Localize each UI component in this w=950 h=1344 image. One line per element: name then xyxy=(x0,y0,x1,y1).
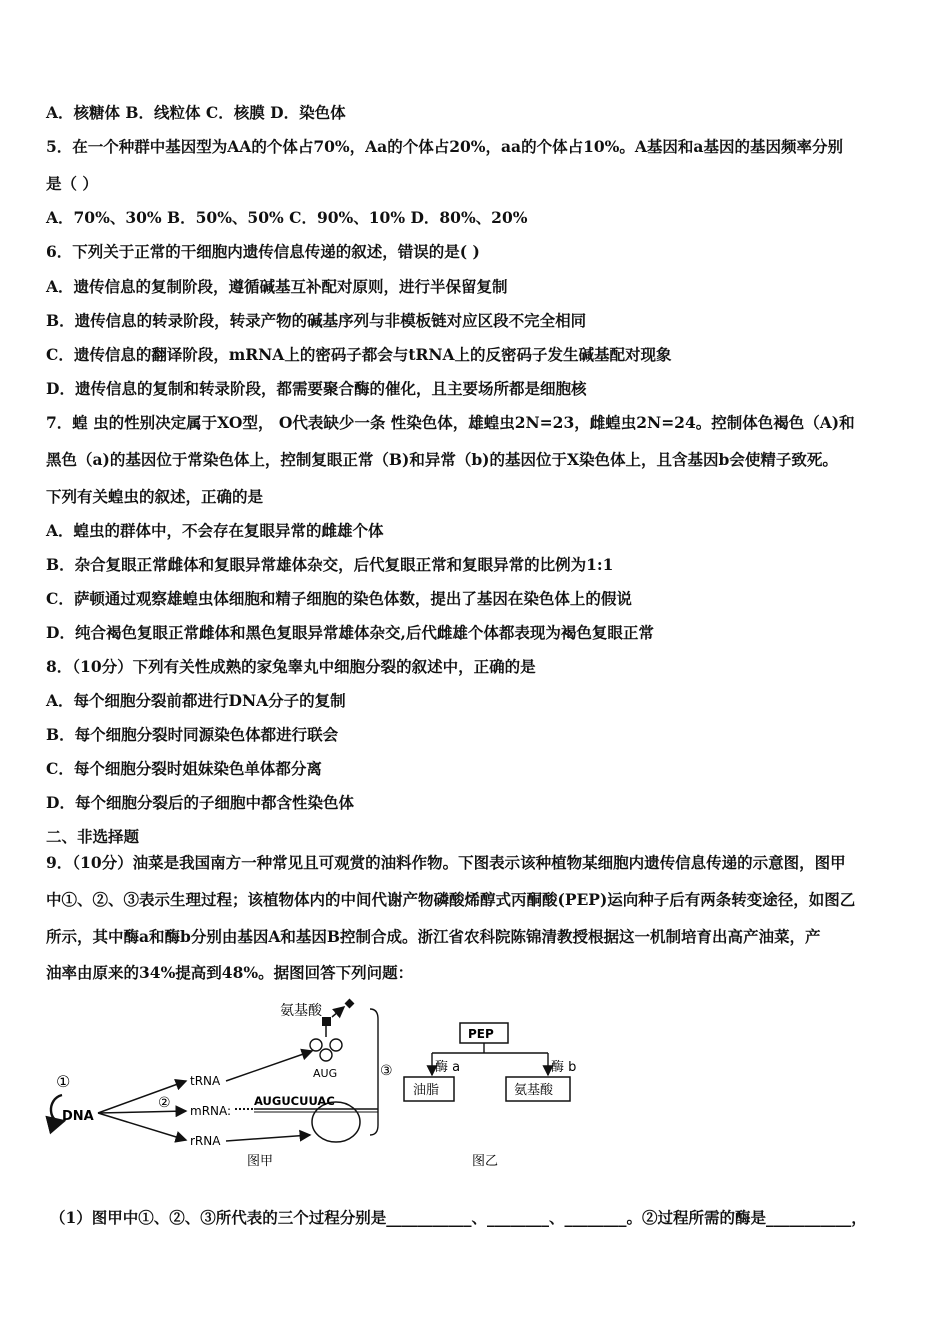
arrow-to-mrna xyxy=(98,1111,186,1113)
line-18: A．每个细胞分裂前都进行DNA分子的复制 xyxy=(46,691,346,710)
line-17: 8．（10分）下列有关性成熟的家兔睾丸中细胞分裂的叙述中，正确的是 xyxy=(46,657,536,676)
trna-structure xyxy=(310,1017,342,1061)
line-4: A．70%、30% B．50%、50% C．90%、10% D．80%、20% xyxy=(46,208,528,227)
line-23: 9．（10分）油菜是我国南方一种常见且可观赏的油料作物。下图表示该种植物某细胞内遗传信息传递的示意图，图甲 xyxy=(46,853,846,872)
enzyme-a-label: 酶 a xyxy=(435,1060,461,1075)
ribosome xyxy=(312,1102,360,1142)
line-7: B．遗传信息的转录阶段，转录产物的碱基序列与非模板链对应区段不完全相同 xyxy=(46,311,587,330)
process-2-label: ② xyxy=(158,1095,171,1111)
trna-label: tRNA xyxy=(190,1074,221,1088)
line-21: D．每个细胞分裂后的子细胞中都含性染色体 xyxy=(46,793,354,812)
line-10: 7．蝗 虫的性别决定属于XO型， O代表缺少一条 性染色体，雄蝗虫2N=23，雌蝗虫2N=24。控制体色褐色（A)和 xyxy=(46,413,855,432)
line-9: D．遗传信息的复制和转录阶段，都需要聚合酶的催化，且主要场所都是细胞核 xyxy=(46,379,587,398)
line-13: A．蝗虫的群体中，不会存在复眼异常的雌雄个体 xyxy=(46,521,384,540)
line-5: 6．下列关于正常的干细胞内遗传信息传递的叙述，错误的是( ) xyxy=(46,242,480,261)
mrna-label: mRNA: xyxy=(190,1104,232,1118)
process-3-label: ③ xyxy=(380,1063,393,1079)
arrow-to-rrna xyxy=(98,1113,186,1140)
amino-acid-label: 氨基酸 xyxy=(280,1003,322,1019)
amino-acid-diamond xyxy=(345,999,355,1009)
figure-jia xyxy=(51,999,393,1169)
arrow-rrna-ribosome xyxy=(226,1135,310,1141)
figure-yi-caption: 图乙 xyxy=(472,1154,499,1169)
line-6: A．遗传信息的复制阶段，遵循碱基互补配对原则，进行半保留复制 xyxy=(46,277,508,296)
line-27: （1）图甲中①、②、③所代表的三个过程分别是___________、________、________。②过程所需的酶是___________， xyxy=(50,1208,867,1227)
line-8: C．遗传信息的翻译阶段，mRNA上的密码子都会与tRNA上的反密码子发生碱基配对现象 xyxy=(46,345,672,364)
line-22: 二、非选择题 xyxy=(46,827,140,846)
aa-link xyxy=(332,1007,344,1017)
line-24: 中①、②、③表示生理过程；该植物体内的中间代谢产物磷酸烯醇式丙酮酸(PEP)运向种子后有两条转变途径，如图乙 xyxy=(46,890,856,909)
line-2: 5．在一个种群中基因型为AA的个体占70%，Aa的个体占20%，aa的个体占10%。A基因和a基因的基因频率分别 xyxy=(46,137,843,156)
arrow-trna-structure xyxy=(226,1051,312,1081)
bracket xyxy=(370,1009,378,1135)
process-1-label: ① xyxy=(56,1072,71,1091)
line-3: 是（ ） xyxy=(46,174,98,193)
rrna-label: rRNA xyxy=(190,1134,221,1148)
line-19: B．每个细胞分裂时同源染色体都进行联会 xyxy=(46,725,339,744)
arrow-to-trna xyxy=(98,1081,186,1113)
amino-acid-product-label: 氨基酸 xyxy=(514,1083,554,1098)
line-11: 黑色（a)的基因位于常染色体上，控制复眼正常（B)和异常（b)的基因位于X染色体上，且含基因b会使精子致死。 xyxy=(46,450,838,469)
line-1: A．核糖体 B．线粒体 C．核膜 D．染色体 xyxy=(46,103,346,122)
line-15: C．萨顿通过观察雄蝗虫体细胞和精子细胞的染色体数，提出了基因在染色体上的假说 xyxy=(46,589,632,608)
line-16: D．纯合褐色复眼正常雌体和黑色复眼异常雄体杂交,后代雌雄个体都表现为褐色复眼正常 xyxy=(46,623,654,642)
figure-yi xyxy=(404,1023,576,1169)
mrna-sequence: AUGUCUUAC xyxy=(254,1094,335,1108)
pep-label: PEP xyxy=(468,1027,494,1041)
figure-jia-caption: 图甲 xyxy=(247,1154,274,1169)
line-14: B．杂合复眼正常雌体和复眼异常雄体杂交，后代复眼正常和复眼异常的比例为1:1 xyxy=(46,555,614,574)
line-20: C．每个细胞分裂时姐妹染色单体都分离 xyxy=(46,759,322,778)
line-26: 油率由原来的34%提高到48%。据图回答下列问题： xyxy=(46,963,414,982)
anticodon-label: AUG xyxy=(313,1067,338,1080)
figure xyxy=(40,995,660,1175)
oil-label: 油脂 xyxy=(413,1083,440,1098)
line-25: 所示，其中酶a和酶b分别由基因A和基因B控制合成。浙江省农科院陈锦清教授根据这一机制培育出高产油菜，产 xyxy=(46,927,821,946)
line-12: 下列有关蝗虫的叙述，正确的是 xyxy=(46,487,264,506)
enzyme-b-label: 酶 b xyxy=(551,1060,577,1075)
dna-label: DNA xyxy=(62,1109,94,1124)
